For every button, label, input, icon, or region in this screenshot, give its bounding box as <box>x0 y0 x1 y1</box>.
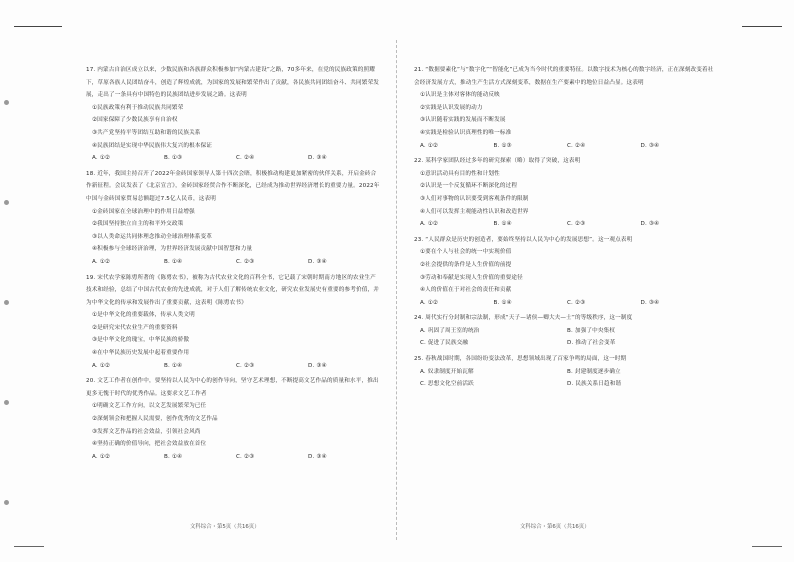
answer-choices <box>414 325 714 350</box>
question-block <box>86 272 380 373</box>
question-block <box>86 64 380 165</box>
right-page-footer: 文科综合・第6页（共16页） <box>520 524 590 530</box>
corner-mark-right <box>742 26 782 27</box>
answer-choice: A. ①② <box>92 362 111 369</box>
answer-choices <box>86 360 380 373</box>
statement-option: ①民族政策有利于推动民族共同繁荣 <box>92 104 184 111</box>
answer-choice: A. ①② <box>420 221 439 228</box>
statement-option: ③发挥文艺作品的社会效益，引领社会风尚 <box>92 428 201 435</box>
question-stem: 19. 宋代农学家陈旉所著的《陈旉农书》，被称为古代农业文化的百科全书，它记载了宋朝时期南方地区的农业生产技术和经验，总结了中国古代农业的先进成就，对于人们了解传统农业文化，研究农业发展史有重要的参考价值，并为中华文化的传承和发展作出了重要贡献，这表明《陈旉农书》 <box>86 274 379 306</box>
right-column <box>414 64 714 516</box>
statement-option: ②是研究宋代农业生产的重要资料 <box>92 324 178 331</box>
statement-option: ③是中华文化的瑰宝，中华民族的骄傲 <box>92 337 190 344</box>
answer-choice: A. ①② <box>92 155 111 162</box>
left-page-footer: 文科综合・第5页（共16页） <box>190 524 260 530</box>
question-stem: 24. 周代实行分封制和宗法制，形成“天子—诸侯—卿大夫—士”的等级秩序，这一制度 <box>414 315 633 322</box>
question-stem: 22. 某科学家团队经过多年的研究探索（略）取得了突破，这表明 <box>414 158 581 165</box>
statement-option: ①要在个人与社会的统一中实现价值 <box>420 249 512 256</box>
question-stem: 21. “数据要素化”与“数字化”“智能化”已成为当今时代的重要特征。以数字技术为核心的数字经济，正在深刻改变着社会经济发展方式，推动生产生活方式深刻变革，数据在生产要素中的地位日益凸显。这表明 <box>414 67 714 86</box>
answer-choices <box>414 140 714 153</box>
answer-choices <box>86 256 380 269</box>
answer-choice: D. ③④ <box>308 362 327 369</box>
answer-choice: D. ③④ <box>308 258 327 265</box>
answer-choice: A. ①② <box>420 142 439 149</box>
statement-option: ①意识活动具有目的性和计划性 <box>420 170 500 177</box>
answer-choice: D. 民族关系日趋和谐 <box>567 381 622 388</box>
answer-choice: C. ②③ <box>236 453 255 460</box>
bottom-mark-right <box>752 546 782 547</box>
statement-option: ②认识是一个反复循环不断深化的过程 <box>420 183 518 190</box>
answer-choice: D. ③④ <box>640 142 660 149</box>
statement-option: ④坚持正确的价值导向，把社会效益放在首位 <box>92 441 207 448</box>
answer-choice: A. 巩固了周王室的统治 <box>420 327 480 334</box>
answer-choice: C. ②③ <box>236 362 255 369</box>
binding-holes <box>4 60 10 530</box>
statement-option: ①明确文艺工作方向，以文艺发展繁荣为已任 <box>92 403 207 410</box>
answer-choice: C. ②④ <box>236 155 255 162</box>
question-block <box>414 64 714 152</box>
answer-choice: C. ②④ <box>567 142 586 149</box>
statement-option: ④人的价值在于对社会的责任和贡献 <box>420 287 512 294</box>
question-block <box>414 155 714 231</box>
answer-choice: C. 思想文化空前活跃 <box>420 381 474 388</box>
answer-choice: C. 促进了民族交融 <box>420 340 469 347</box>
question-stem: 23. “人民群众是历史的创造者，要始终坚持以人民为中心的发展思想”。这一观点表明 <box>414 236 633 243</box>
statement-option: ③认识随着实践的发展而不断发展 <box>420 117 506 124</box>
answer-choices <box>414 297 714 310</box>
left-column <box>86 64 380 516</box>
answer-choice: B. 加强了中央集权 <box>567 327 616 334</box>
statement-option: ②实践是认识发展的动力 <box>420 104 483 111</box>
statement-option: ③人们对事物的认识要受到客观条件的限制 <box>420 195 529 202</box>
statement-option: ③共产党坚持平等团结互助和谐的民族关系 <box>92 129 201 136</box>
answer-choices <box>414 218 714 231</box>
answer-choice: B. ①④ <box>493 221 512 228</box>
statement-option: ④民族团结是实现中华民族伟大复兴的根本保证 <box>92 142 213 149</box>
corner-mark-left <box>14 26 62 27</box>
answer-choice: A. 奴隶制度开始瓦解 <box>420 368 474 375</box>
statement-option: ②国家保障了少数民族享有自治权 <box>92 117 178 124</box>
answer-choice: B. ①③ <box>493 142 512 149</box>
answer-choice: C. ②③ <box>567 299 586 306</box>
answer-choice: B. ①④ <box>164 362 183 369</box>
question-stem: 25. 春秋战国时期，各国纷纷变法改革，思想领域出现了百家争鸣的局面，这一时期 <box>414 356 627 363</box>
answer-choice: B. ①④ <box>164 258 183 265</box>
statement-option: ③劳动和奉献是实现人生价值的重要途径 <box>420 274 523 281</box>
answer-choices <box>86 451 380 464</box>
answer-choice: D. ③④ <box>308 155 327 162</box>
statement-option: ①认识是主体对客体的能动反映 <box>420 92 500 99</box>
answer-choices <box>414 366 714 391</box>
answer-choices <box>86 152 380 165</box>
question-block <box>86 168 380 269</box>
answer-choice: B. 封建制度逐步确立 <box>567 368 621 375</box>
statement-option: ④积极参与全球经济治理，为世界经济发展贡献中国智慧和力量 <box>92 246 253 253</box>
statement-option: ②社会提供的条件是人生价值的前提 <box>420 261 512 268</box>
answer-choice: B. ①④ <box>164 453 183 460</box>
answer-choice: D. 推动了社会变革 <box>567 340 616 347</box>
answer-choice: D. ③④ <box>308 453 327 460</box>
statement-option: ②深刻领会和把握人民需要，创作优秀的文艺作品 <box>92 416 218 423</box>
question-stem: 20. 文艺工作者在创作中，要坚持以人民为中心的创作导向，坚守艺术理想，不断提高文艺作品的质量和水平，推出更多无愧于时代的优秀作品。这要求文艺工作者 <box>86 378 379 397</box>
answer-choice: B. ①④ <box>493 299 512 306</box>
question-block <box>86 375 380 463</box>
answer-choice: D. ③④ <box>640 221 660 228</box>
answer-choice: A. ①② <box>92 258 111 265</box>
answer-choice: A. ①② <box>420 299 439 306</box>
statement-option: ④实践是检验认识真理性的唯一标准 <box>420 129 512 136</box>
statement-option: ②我国坚持独立自主的和平外交政策 <box>92 221 184 228</box>
statement-option: ③以人类命运共同体理念推动全球治理体系变革 <box>92 233 213 240</box>
answer-choice: A. ①② <box>92 453 111 460</box>
question-stem: 18. 近年，我国主持召开了2022年金砖国家领导人第十四次会晤，积极推动构建更加紧密的伙伴关系，开启金砖合作新征程。会议发表了《北京宣言》，金砖国家经贸合作不断深化，已经成为推动世界经济增长的重要力量。2022年中国与金砖国家贸易总额超过7.5亿人民币，这表明 <box>86 170 380 202</box>
answer-choice: B. ①③ <box>164 155 183 162</box>
statement-option: ①金砖国家在全球治理中的作用日益增强 <box>92 208 195 215</box>
answer-choice: C. ②③ <box>236 258 255 265</box>
statement-option: ①是中华文化的重要载体，传承人类文明 <box>92 312 195 319</box>
question-block <box>414 312 714 350</box>
bottom-mark-left <box>14 546 44 547</box>
center-fold-line <box>396 40 397 540</box>
statement-option: ④人们可以发挥主观能动性认识和改造世界 <box>420 208 529 215</box>
question-block <box>414 234 714 310</box>
answer-choice: D. ③④ <box>640 299 660 306</box>
statement-option: ④在中华民族历史发展中起着重要作用 <box>92 350 190 357</box>
question-block <box>414 353 714 391</box>
answer-choice: C. ②③ <box>567 221 586 228</box>
question-stem: 17. 内蒙古自治区成立以来，少数民族和各族群众积极参加“内蒙古建设”之路，70多年来，在党的民族政策的照耀下，草原各族人民团结奋斗，创造了辉煌成就，为国家的发展和繁荣作出了贡献，各民族共同团结奋斗、共同繁荣发展，走出了一条具有中国特色的民族团结进步发展之路。这表明 <box>86 67 379 99</box>
